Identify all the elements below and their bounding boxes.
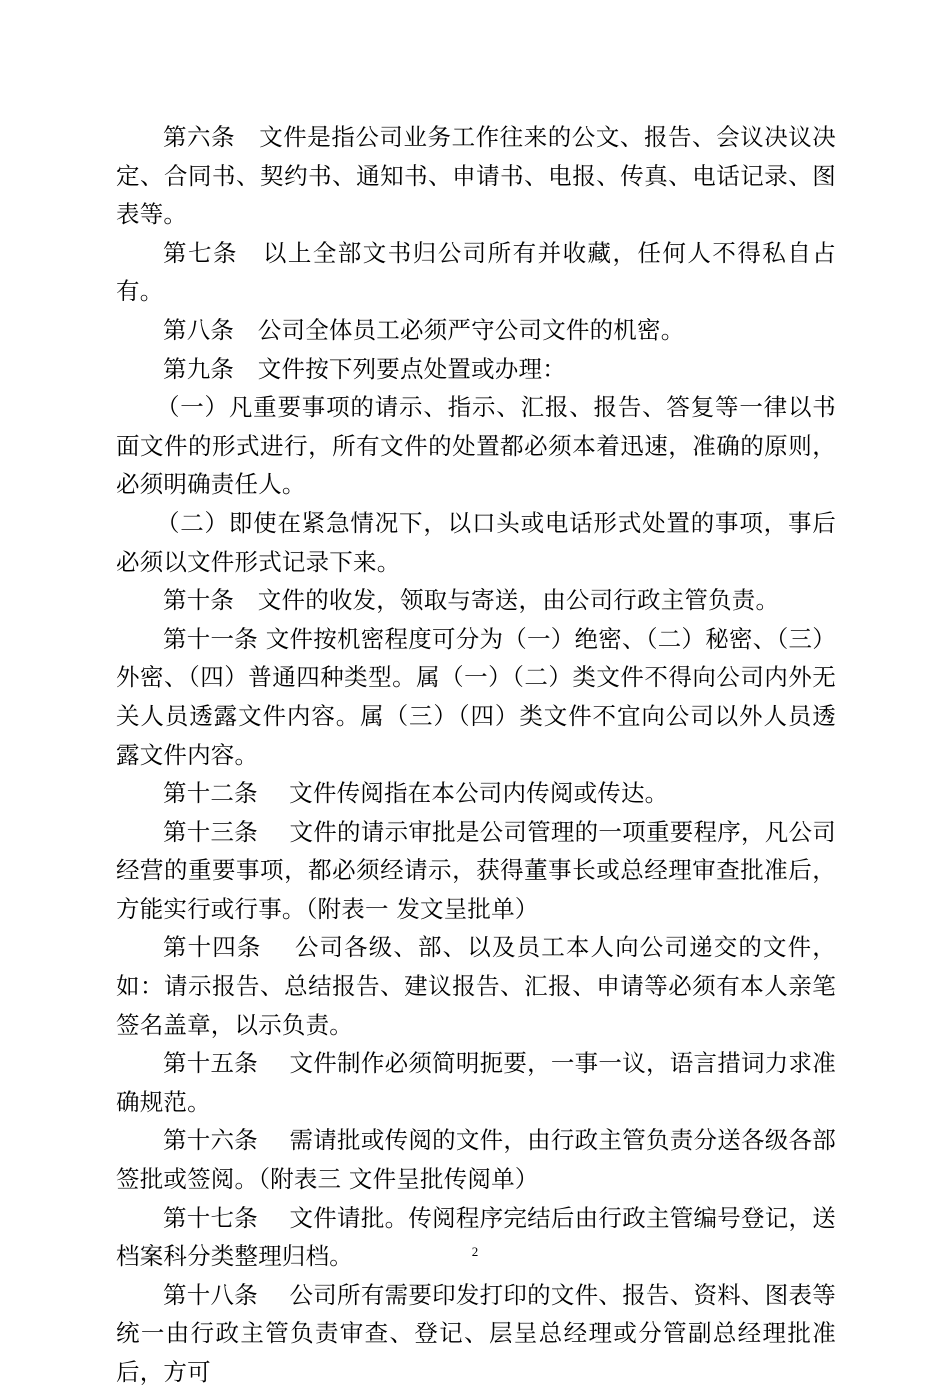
article-9-item-1: （一）凡重要事项的请示、指示、汇报、报告、答复等一律以书面文件的形式进行，所有文件的处置都必须本着迅速，准确的原则，必须明确责任人。	[116, 393, 836, 499]
article-9-item-2: （二）即使在紧急情况下，以口头或电话形式处置的事项，事后必须以文件形式记录下来。	[116, 508, 836, 576]
article-11: 第十一条 文件按机密程度可分为（一）绝密、（二）秘密、（三）外密、（四）普通四种类型。属（一）（二）类文件不得向公司内外无关人员透露文件内容。属（三）（四）类文件不宜向公司以外人员透露文件内容。	[116, 624, 836, 769]
article-6: 第六条 文件是指公司业务工作往来的公文、报告、会议决议决定、合同书、契约书、通知书、申请书、电报、传真、电话记录、图表等。	[116, 123, 836, 229]
article-14: 第十四条 公司各级、部、以及员工本人向公司递交的文件，如：请示报告、总结报告、建议报告、汇报、申请等必须有本人亲笔签名盖章，以示负责。	[116, 933, 836, 1039]
article-17: 第十七条 文件请批。传阅程序完结后由行政主管编号登记，送档案科分类整理归档。	[116, 1203, 836, 1271]
article-8: 第八条 公司全体员工必须严守公司文件的机密。	[163, 315, 685, 344]
article-7: 第七条 以上全部文书归公司所有并收藏，任何人不得私自占有。	[116, 238, 836, 306]
article-12: 第十二条 文件传阅指在本公司内传阅或传达。	[163, 779, 669, 808]
article-15: 第十五条 文件制作必须简明扼要，一事一议，语言措词力求准确规范。	[116, 1049, 836, 1116]
article-10: 第十条 文件的收发，领取与寄送，由公司行政主管负责。	[163, 586, 780, 615]
page-number: 2	[471, 1244, 479, 1259]
article-9: 第九条 文件按下列要点处置或办理：	[163, 354, 566, 383]
article-16: 第十六条 需请批或传阅的文件，由行政主管负责分送各级各部签批或签阅。（附表三 文件呈批传阅单）	[116, 1126, 836, 1194]
article-18: 第十八条 公司所有需要印发打印的文件、报告、资料、图表等统一由行政主管负责审查、登记、层呈总经理或分管副总经理批准后，方可	[116, 1280, 836, 1386]
document-body	[116, 118, 836, 1392]
article-13: 第十三条 文件的请示审批是公司管理的一项重要程序，凡公司经营的重要事项，都必须经请示，获得董事长或总经理审查批准后，方能实行或行事。（附表一 发文呈批单）	[116, 817, 836, 923]
